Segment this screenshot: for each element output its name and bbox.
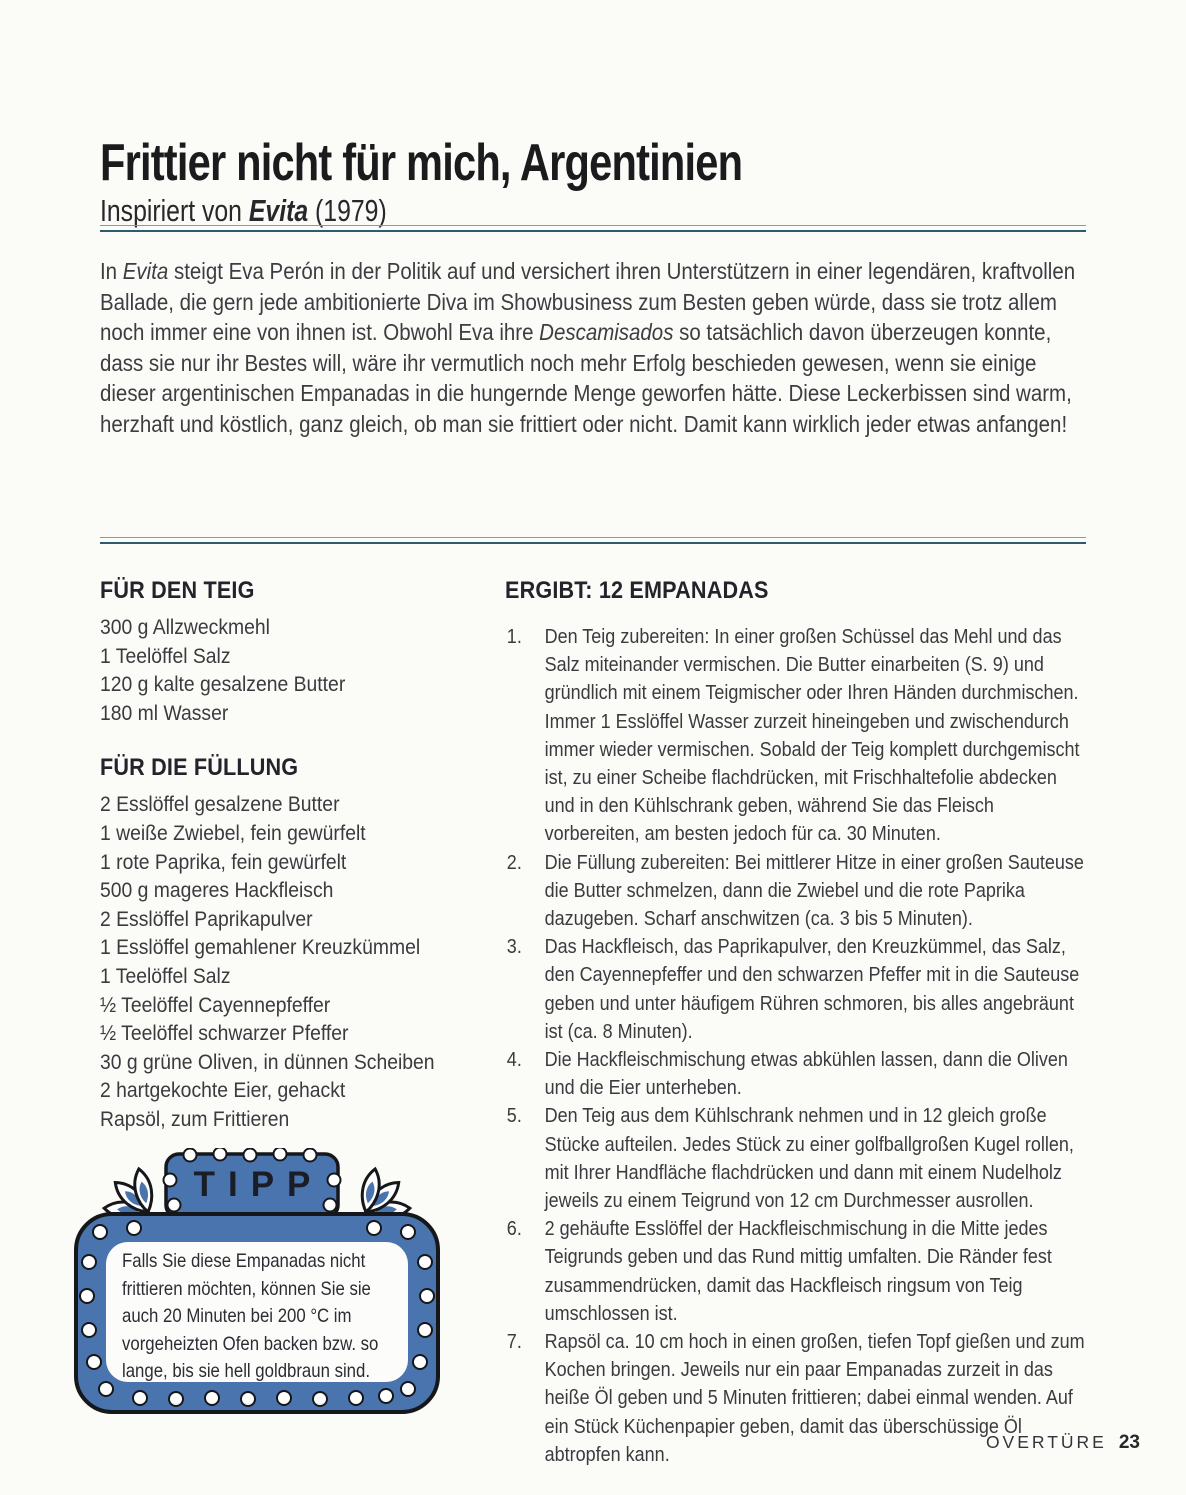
- intro-italic-evita: Evita: [122, 258, 169, 284]
- page-footer: [986, 1432, 1140, 1454]
- ingredient-item: 1 weiße Zwiebel, fein gewürfelt: [100, 820, 366, 845]
- page-number: 23: [1118, 1432, 1140, 1453]
- step-item: Die Füllung zubereiten: Bei mittlerer Hitze in einer großen Sauteuse die Butter schmelzen, dann die Zwiebel und die rote Paprika dazugeben. Scharf anschwitzen (ca. 3 bis 5 Minuten).: [544, 851, 1084, 931]
- ingredient-item: 30 g grüne Oliven, in dünnen Scheiben: [100, 1049, 435, 1074]
- ingredient-item: 2 Esslöffel gesalzene Butter: [100, 792, 340, 817]
- subtitle-prefix: Inspiriert von: [100, 193, 249, 228]
- ingredient-item: 2 hartgekochte Eier, gehackt: [100, 1078, 346, 1103]
- ingredients-column: [100, 577, 514, 1134]
- tip-text: Falls Sie diese Empanadas nicht frittieren möchten, können Sie sie auch 20 Minuten bei 200 °C im vorgeheizten Ofen backen bzw. so lange, bis sie hell goldbraun sind.: [122, 1250, 379, 1382]
- ingredient-item: 2 Esslöffel Paprikapulver: [100, 906, 313, 931]
- divider-rule-bottom: [100, 537, 1086, 544]
- ingredient-item: 1 Teelöffel Salz: [100, 963, 231, 988]
- filling-heading: FÜR DIE FÜLLUNG: [100, 754, 299, 782]
- dough-list: [100, 613, 514, 727]
- ingredient-item: Rapsöl, zum Frittieren: [100, 1106, 290, 1131]
- filling-list: [100, 790, 514, 1133]
- ingredient-item: 300 g Allzweckmehl: [100, 615, 270, 639]
- step-item: Den Teig zubereiten: In einer großen Schüssel das Mehl und das Salz miteinander vermischen. Die Butter einarbeiten (S. 9) und gründlich mit einem Teigmischer oder Ihren Händen durchmischen. Immer 1 Esslöffel Wasser zurzeit hineingeben und zwischendurch immer wieder vermischen. Sobald der Teig komplett durchgemischt ist, zu einer Scheibe flachdrücken, mit Frischhaltefolie abdecken und in den Kühlschrank geben, während Sie das Fleisch vorbereiten, am besten jedoch für ca. 30 Minuten.: [544, 626, 1080, 846]
- subtitle-year: (1979): [308, 193, 387, 228]
- section-label: OVERTÜRE: [985, 1432, 1107, 1452]
- divider-rule-top: [100, 225, 1086, 232]
- step-item: Das Hackfleisch, das Paprikapulver, den Kreuzkümmel, das Salz, den Cayennepfeffer und den schwarzen Pfeffer mit in die Sauteuse geben und unter häufigem Rühren schmoren, bis alles angebräunt ist (ca. 8 Minuten).: [544, 936, 1080, 1043]
- ingredient-item: 1 Teelöffel Salz: [100, 643, 231, 668]
- ingredient-item: 500 g mageres Hackfleisch: [100, 878, 334, 903]
- ingredient-item: 1 rote Paprika, fein gewürfelt: [100, 849, 347, 874]
- ingredient-item: 1 Esslöffel gemahlener Kreuzkümmel: [100, 935, 421, 960]
- tip-label: TIPP: [193, 1165, 324, 1204]
- flourish-right-icon: [358, 1167, 410, 1220]
- inspiration-source: Evita: [248, 193, 309, 228]
- ingredient-item: ½ Teelöffel schwarzer Pfeffer: [100, 1021, 349, 1046]
- step-item: Rapsöl ca. 10 cm hoch in einen großen, tiefen Topf gießen und zum Kochen bringen. Jeweils nur ein paar Empanadas zurzeit in das heiße Öl geben und 5 Minuten frittieren; dabei einmal wenden. Auf ein Stück Küchenpapier geben, damit das überschüssige Öl abtropfen kann.: [544, 1331, 1085, 1466]
- intro-italic-descamisados: Descamisados: [539, 319, 674, 345]
- yield-heading: ERGIBT: 12 EMPANADAS: [505, 577, 769, 604]
- ingredient-item: 120 g kalte gesalzene Butter: [100, 672, 346, 697]
- flourish-left-icon: [103, 1167, 155, 1220]
- step-list: [505, 623, 1086, 1469]
- step-item: 2 gehäufte Esslöffel der Hackfleischmischung in die Mitte jedes Teigrunds geben und das Rund mittig umfalten. Die Ränder fest zusammendrücken, damit das Hackfleisch ringsum von Teig umschlossen ist.: [544, 1218, 1052, 1325]
- ingredient-item: 180 ml Wasser: [100, 700, 229, 725]
- recipe-subtitle: [100, 193, 387, 229]
- steps-column: [505, 577, 1086, 1469]
- step-item: Die Hackfleischmischung etwas abkühlen lassen, dann die Oliven und die Eier unterheben.: [544, 1049, 1068, 1100]
- dough-heading: FÜR DEN TEIG: [100, 577, 255, 604]
- recipe-title: Frittier nicht für mich, Argentinien: [100, 133, 743, 192]
- ingredient-item: ½ Teelöffel Cayennepfeffer: [100, 992, 331, 1017]
- intro-paragraph: [100, 256, 1084, 439]
- step-item: Den Teig aus dem Kühlschrank nehmen und in 12 gleich große Stücke aufteilen. Jedes Stück zu einer golfballgroßen Kugel rollen, mit Ihrer Handfläche flachdrücken und dann mit einem Nudelholz jeweils zu einem Teigrund von 12 cm Durchmesser ausrollen.: [544, 1105, 1074, 1213]
- tip-box: [72, 1148, 442, 1420]
- intro-text: In: [100, 258, 123, 284]
- intro-text: steigt Eva Perón in der Politik auf und versichert ihren Unterstützern in einer legendären, kraftvollen Ballade, die gern jede ambitionierte Diva im Showbusiness zum Besten geben würde, dass sie trotz allem noch immer eine von ihnen ist. Obwohl Eva ihre: [100, 258, 1076, 345]
- intro-text: so tatsächlich davon überzeugen konnte, dass sie nur ihr Bestes will, wäre ihr vermutlich noch mehr Erfolg beschieden gewesen, wenn sie einige dieser argentinischen Empanadas in die hungernde Menge geworfen hätte. Diese Leckerbissen sind warm, herzhaft und köstlich, ganz gleich, ob man sie frittiert oder nicht. Damit kann wirklich jeder etwas anfangen!: [100, 319, 1072, 437]
